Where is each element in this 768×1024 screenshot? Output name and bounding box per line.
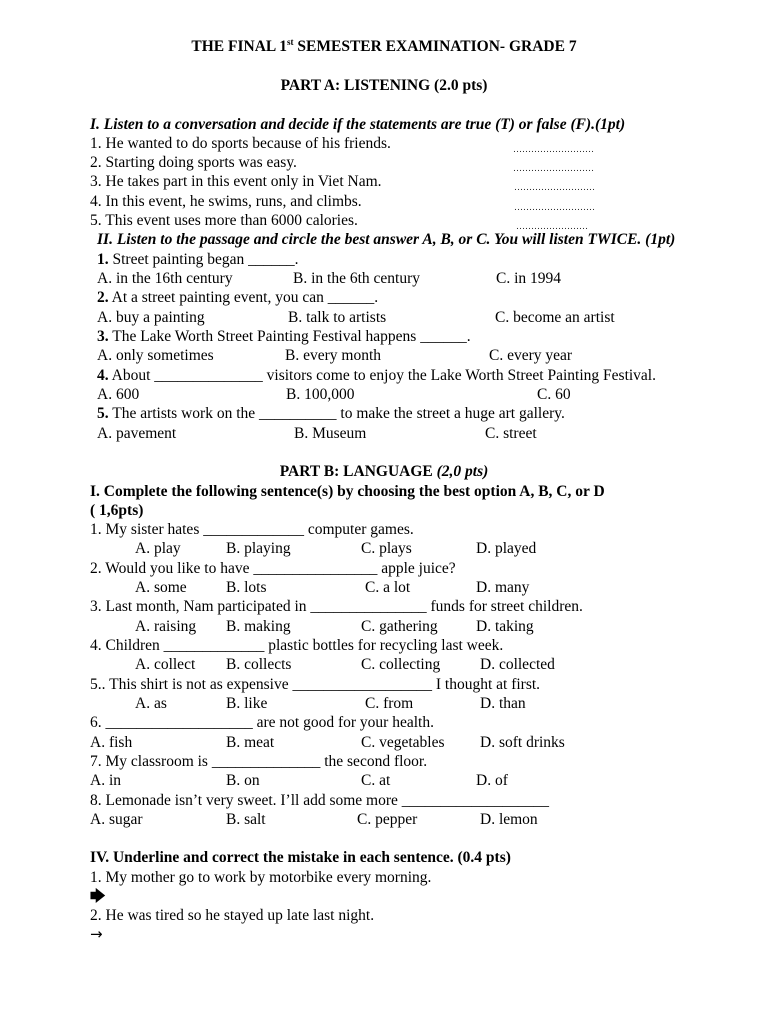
- language-q5-option-c: C. from: [365, 695, 414, 712]
- listening-q3-option-a: A. only sometimes: [97, 347, 214, 364]
- answer-arrow-icon-2: →: [90, 925, 103, 943]
- listening-section-1-heading: I. Listen to a conversation and decide if the statements are true (T) or false (F).(1pt): [90, 116, 626, 133]
- tf-answer-blank-2: ………………………: [513, 163, 594, 173]
- listening-question-4: 4. About ______________ visitors come to enjoy the Lake Worth Street Painting Festival.: [97, 367, 656, 384]
- listening-question-3: 3. The Lake Worth Street Painting Festival happens ______.: [97, 328, 471, 345]
- language-q7-option-d: D. of: [476, 772, 508, 789]
- tf-answer-blank-3: ………………………: [514, 182, 595, 192]
- language-q6-option-a: A. fish: [90, 734, 133, 751]
- language-question-4: 4. Children _____________ plastic bottles for recycling last week.: [90, 637, 504, 654]
- language-q2-option-b: B. lots: [226, 579, 267, 596]
- language-q1-option-a: A. play: [135, 540, 181, 557]
- language-q5-option-d: D. than: [480, 695, 526, 712]
- language-q3-option-b: B. making: [226, 618, 291, 635]
- language-question-1: 1. My sister hates _____________ computer games.: [90, 521, 414, 538]
- tf-answer-blank-4: ………………………: [514, 202, 595, 212]
- language-q7-option-c: C. at: [361, 772, 391, 789]
- tf-statement-5: 5. This event uses more than 6000 calories.: [90, 212, 358, 229]
- listening-q1-option-a: A. in the 16th century: [97, 270, 233, 287]
- language-q2-option-d: D. many: [476, 579, 530, 596]
- tf-answer-blank-5: ……………………: [516, 221, 588, 231]
- listening-q3-option-c: C. every year: [489, 347, 573, 364]
- tf-statement-1: 1. He wanted to do sports because of his friends.: [90, 135, 391, 152]
- tf-statement-2: 2. Starting doing sports was easy.: [90, 154, 297, 171]
- listening-q5-option-b: B. Museum: [294, 425, 367, 442]
- language-q7-option-b: B. on: [226, 772, 260, 789]
- listening-q2-option-b: B. talk to artists: [288, 309, 387, 326]
- language-q2-option-a: A. some: [135, 579, 187, 596]
- language-q3-option-d: D. taking: [476, 618, 534, 635]
- listening-q5-option-a: A. pavement: [97, 425, 177, 442]
- language-question-7: 7. My classroom is ______________ the second floor.: [90, 753, 428, 770]
- mistake-sentence-1: 1. My mother go to work by motorbike every morning.: [90, 869, 432, 886]
- language-q1-option-d: D. played: [476, 540, 537, 557]
- mistake-sentence-2: 2. He was tired so he stayed up late last night.: [90, 907, 375, 924]
- listening-q2-option-c: C. become an artist: [495, 309, 615, 326]
- listening-question-1: 1. Street painting began ______.: [97, 251, 299, 268]
- listening-q1-option-c: C. in 1994: [496, 270, 562, 287]
- exam-title: THE FINAL 1st SEMESTER EXAMINATION- GRADE 7: [191, 37, 577, 55]
- language-q2-option-c: C. a lot: [365, 579, 411, 596]
- listening-q4-option-a: A. 600: [97, 386, 140, 403]
- part-b-heading: PART B: LANGUAGE (2,0 pts): [279, 463, 489, 480]
- language-q4-option-d: D. collected: [480, 656, 555, 673]
- listening-section-2-heading: II. Listen to the passage and circle the best answer A, B, or C. You will listen TWICE. (1pt): [97, 231, 676, 248]
- language-question-2: 2. Would you like to have ________________ apple juice?: [90, 560, 456, 577]
- listening-q3-option-b: B. every month: [285, 347, 381, 364]
- language-q4-option-a: A. collect: [135, 656, 196, 673]
- language-q1-option-b: B. playing: [226, 540, 291, 557]
- language-question-3: 3. Last month, Nam participated in _______________ funds for street children.: [90, 598, 583, 615]
- language-q5-option-b: B. like: [226, 695, 268, 712]
- language-section-1-points: ( 1,6pts): [90, 502, 144, 519]
- language-q3-option-a: A. raising: [135, 618, 197, 635]
- language-q8-option-a: A. sugar: [90, 811, 143, 828]
- language-q7-option-a: A. in: [90, 772, 121, 789]
- listening-q1-option-b: B. in the 6th century: [293, 270, 420, 287]
- listening-question-2: 2. At a street painting event, you can ______.: [97, 289, 379, 306]
- language-question-5: 5.. This shirt is not as expensive __________________ I thought at first.: [90, 676, 541, 693]
- tf-statement-4: 4. In this event, he swims, runs, and climbs.: [90, 193, 362, 210]
- listening-q4-option-c: C. 60: [537, 386, 571, 403]
- tf-statement-3: 3. He takes part in this event only in Viet Nam.: [90, 173, 382, 190]
- language-question-6: 6. ___________________ are not good for your health.: [90, 714, 434, 731]
- language-q8-option-c: C. pepper: [357, 811, 418, 828]
- language-q6-option-c: C. vegetables: [361, 734, 445, 751]
- language-q3-option-c: C. gathering: [361, 618, 438, 635]
- language-q8-option-b: B. salt: [226, 811, 266, 828]
- language-q5-option-a: A. as: [135, 695, 167, 712]
- part-a-heading: PART A: LISTENING (2.0 pts): [280, 77, 488, 94]
- language-q4-option-b: B. collects: [226, 656, 292, 673]
- listening-question-5: 5. The artists work on the __________ to make the street a huge art gallery.: [97, 405, 565, 422]
- language-question-8: 8. Lemonade isn’t very sweet. I’ll add some more ___________________: [90, 792, 550, 809]
- language-q1-option-c: C. plays: [361, 540, 412, 557]
- section-4-heading: IV. Underline and correct the mistake in each sentence. (0.4 pts): [90, 849, 511, 866]
- answer-arrow-icon-1: 🡆: [90, 887, 106, 905]
- language-q8-option-d: D. lemon: [480, 811, 538, 828]
- listening-q4-option-b: B. 100,000: [286, 386, 355, 403]
- listening-q2-option-a: A. buy a painting: [97, 309, 205, 326]
- tf-answer-blank-1: ………………………: [513, 144, 594, 154]
- language-q6-option-b: B. meat: [226, 734, 275, 751]
- language-section-1-heading: I. Complete the following sentence(s) by choosing the best option A, B, C, or D: [90, 483, 605, 500]
- language-q6-option-d: D. soft drinks: [480, 734, 565, 751]
- listening-q5-option-c: C. street: [485, 425, 537, 442]
- language-q4-option-c: C. collecting: [361, 656, 441, 673]
